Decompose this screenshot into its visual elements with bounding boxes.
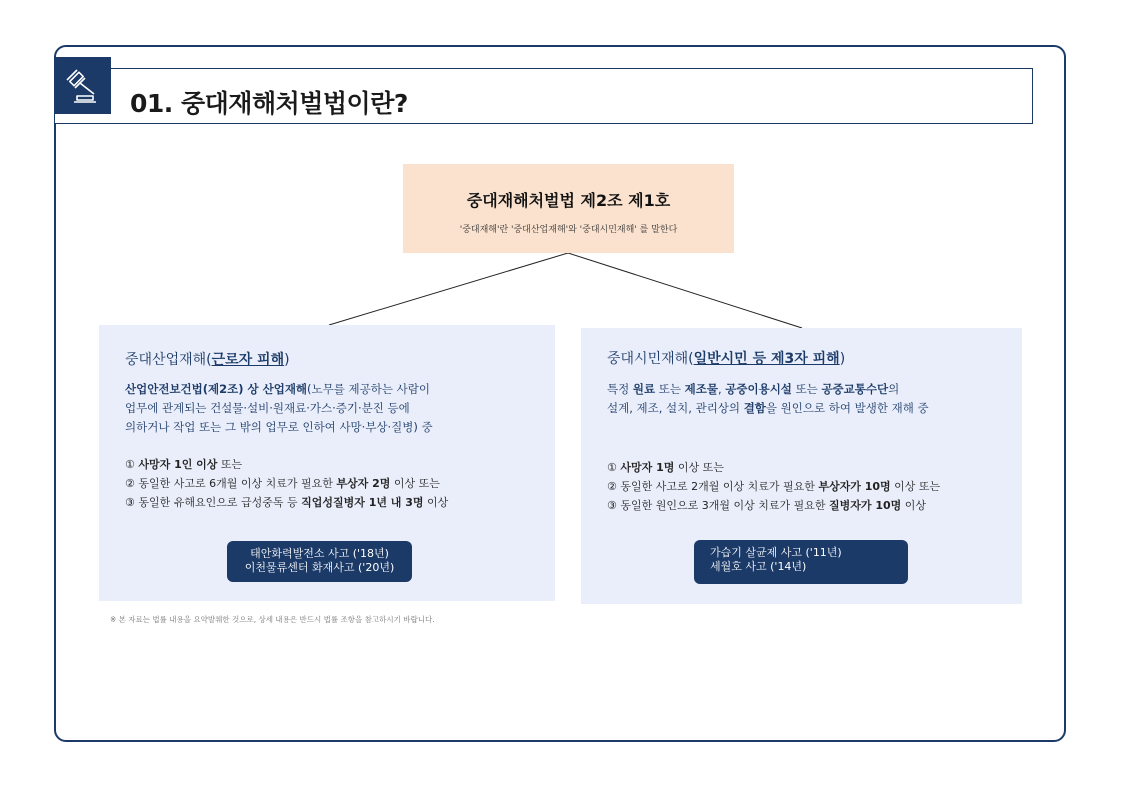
- case-examples-badge: 가습기 살균제 사고 ('11년) 세월호 사고 ('14년): [694, 540, 908, 584]
- list-item: ① 사망자 1인 이상 또는: [125, 458, 243, 471]
- list-item: ② 동일한 사고로 6개월 이상 치료가 필요한 부상자 2명 이상 또는: [125, 477, 440, 490]
- panel-description: 산업안전보건법(제2조) 상 산업재해(노무를 제공하는 사람이 업무에 관계되는 건설물·설비·원재료·가스·증기·분진 등에 의하거나 작업 또는 그 밖의 업무로 인하여 사망·부상·질병) 중: [125, 382, 433, 434]
- criteria-list: [607, 458, 940, 515]
- list-item: ③ 동일한 유해요인으로 급성중독 등 직업성질병자 1년 내 3명 이상: [125, 496, 449, 509]
- civil-accident-panel: [581, 328, 1022, 604]
- connector-left: [329, 253, 568, 325]
- connector-right: [568, 253, 802, 328]
- panel-heading: 중대산업재해(근로자 피해): [125, 352, 290, 368]
- law-definition-box: [403, 164, 734, 253]
- case-examples-badge: 태안화력발전소 사고 ('18년) 이천물류센터 화재사고 ('20년): [227, 541, 412, 582]
- criteria-list: [125, 455, 448, 512]
- list-item: ② 동일한 사고로 2개월 이상 치료가 필요한 부상자가 10명 이상 또는: [607, 480, 941, 493]
- list-item: ③ 동일한 원인으로 3개월 이상 치료가 필요한 질병자가 10명 이상: [607, 499, 927, 512]
- panel-description: 특정 원료 또는 제조물, 공중이용시설 또는 공중교통수단의 설계, 제조, 설치, 관리상의 결함을 원인으로 하여 발생한 재해 중: [607, 382, 929, 415]
- panel-heading: 중대시민재해(일반시민 등 제3자 피해): [607, 351, 846, 367]
- list-item: ① 사망자 1명 이상 또는: [607, 461, 724, 474]
- law-description: '중대재해'란 '중대산업재해'와 '중대시민재해' 를 말한다: [459, 225, 678, 235]
- footnote: ※ 본 자료는 법률 내용을 요약발췌한 것으로, 상세 내용은 반드시 법률 조항을 참고하시기 바랍니다.: [110, 615, 435, 624]
- law-title: 중대재해처벌법 제2조 제1호: [466, 191, 671, 210]
- page-title: 01. 중대재해처벌법이란?: [130, 89, 408, 118]
- industrial-accident-panel: [99, 325, 555, 601]
